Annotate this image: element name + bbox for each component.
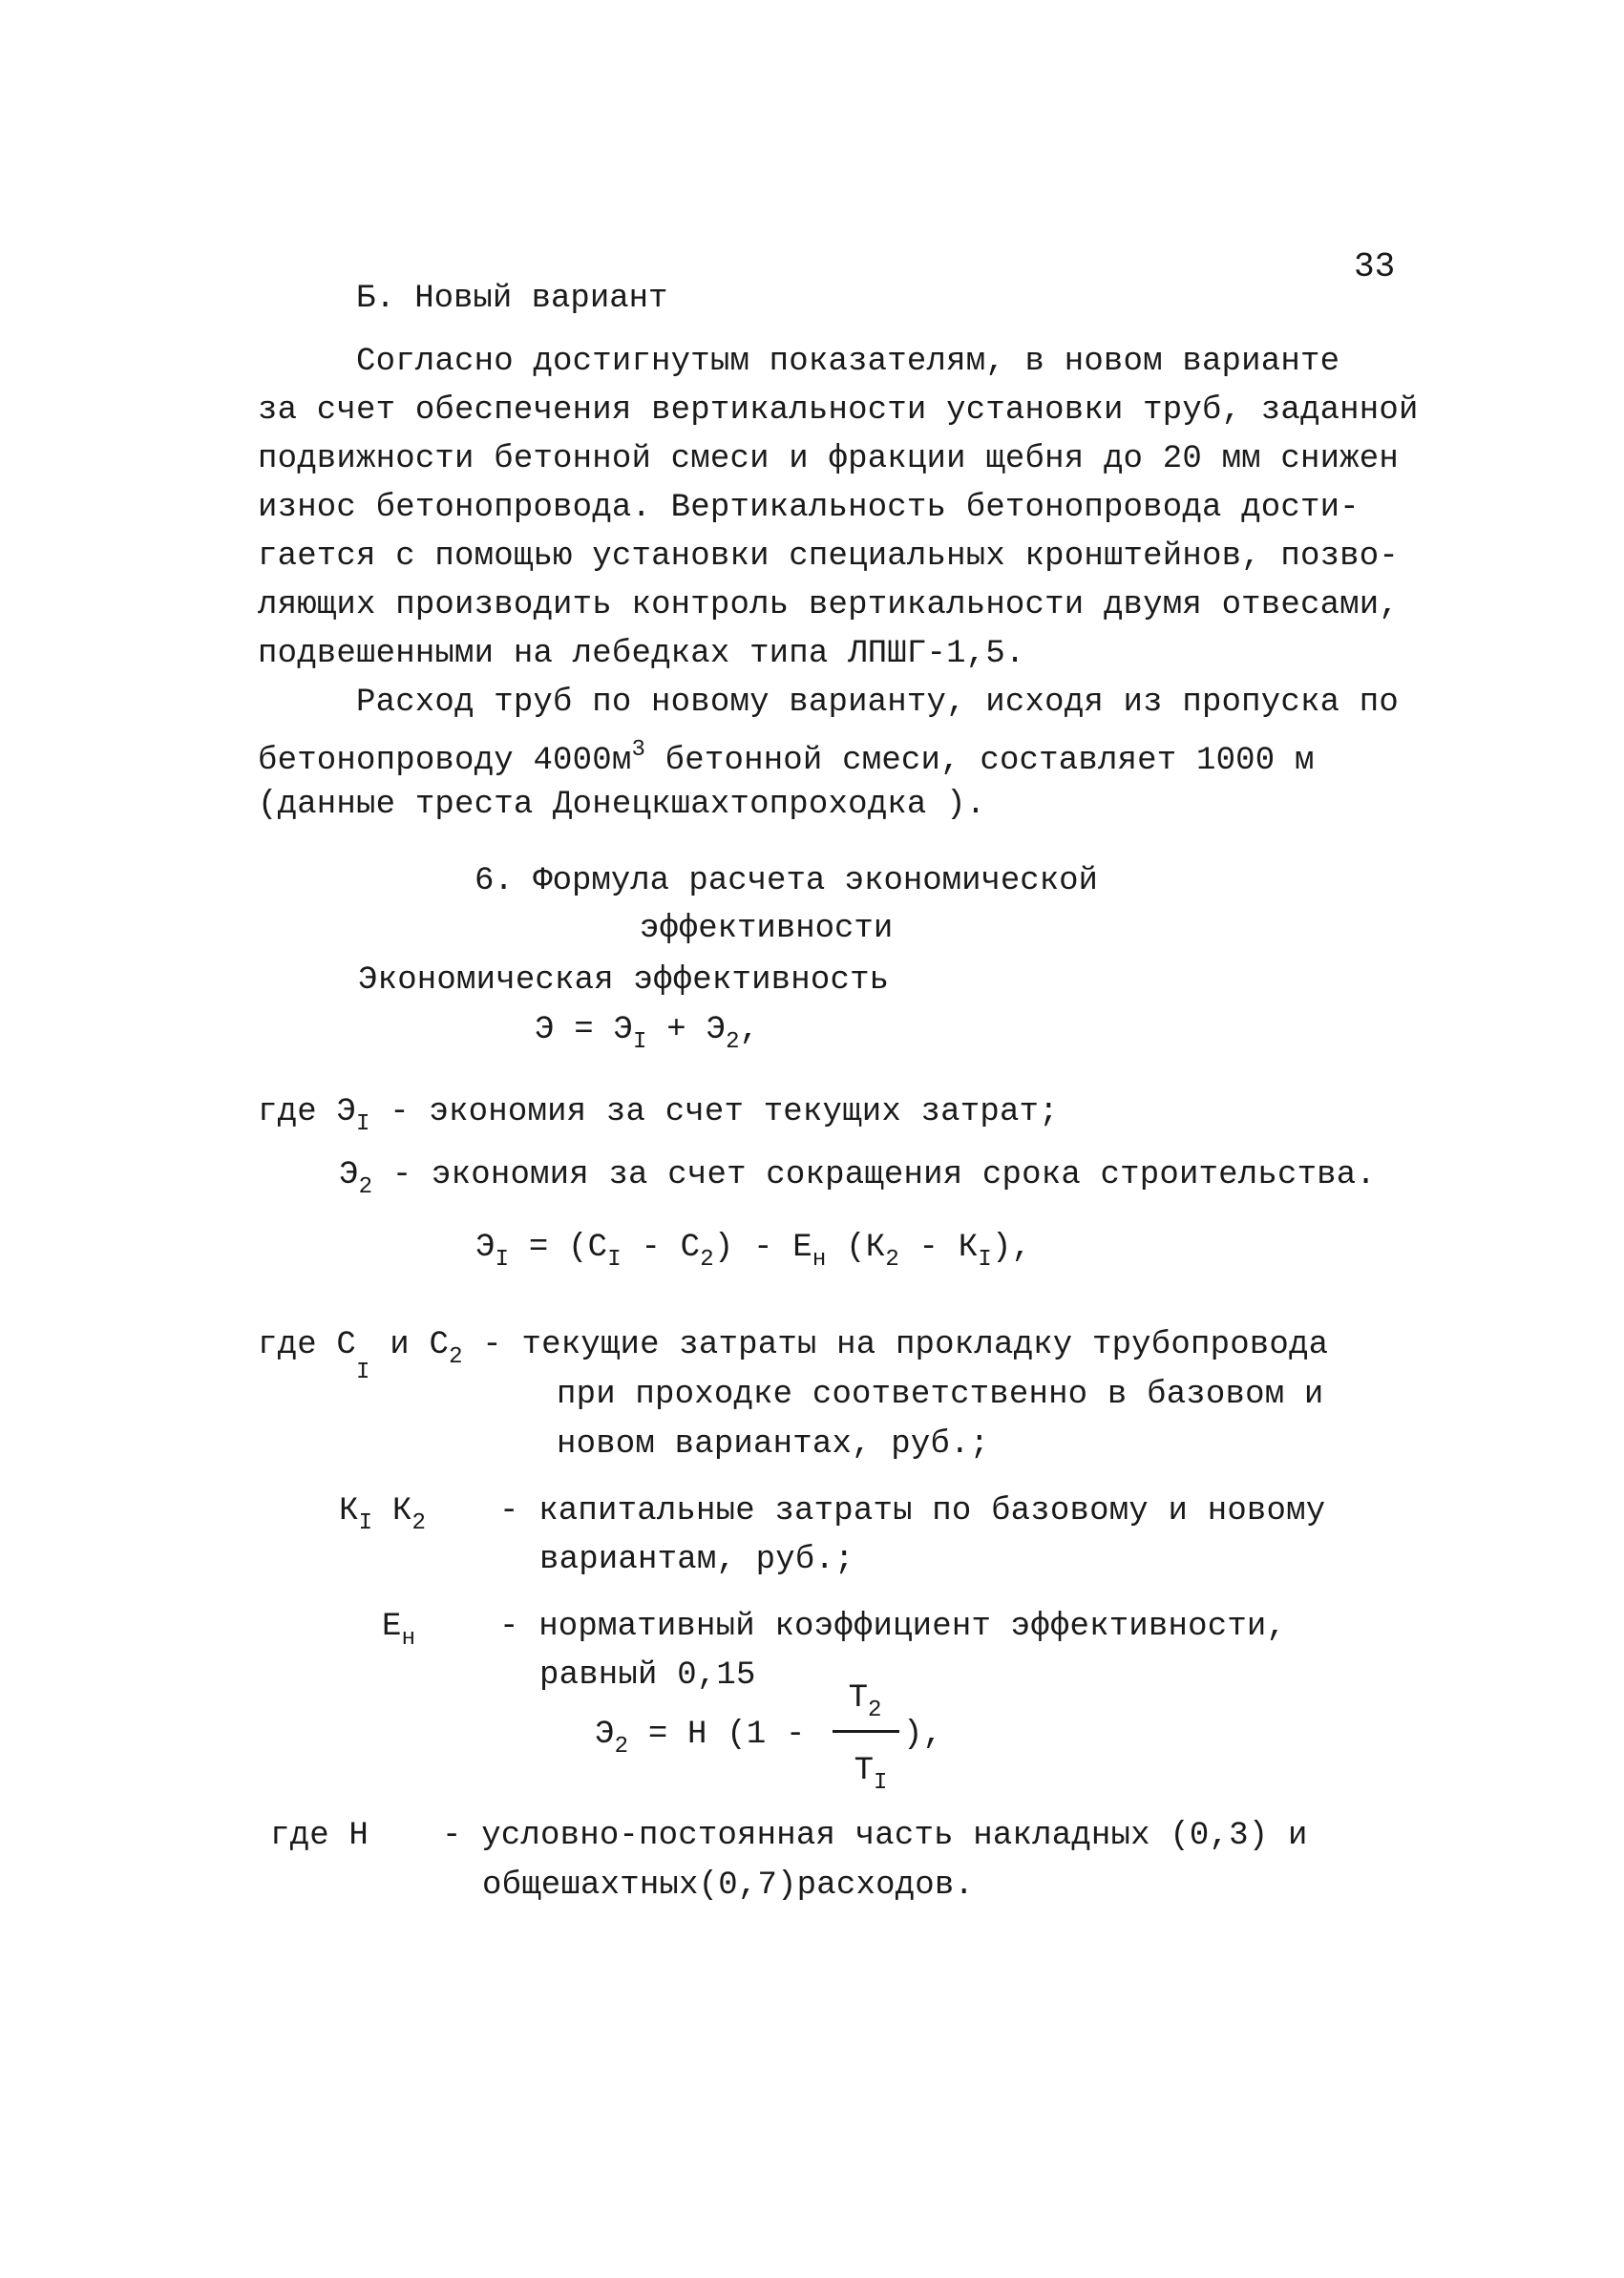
denominator-symbol: Т: [854, 1753, 874, 1789]
numerator-sub: 2: [868, 1698, 882, 1723]
where-e1-sub: I: [356, 1111, 370, 1137]
where-en-text: - нормативный коэффициент эффективности,: [499, 1609, 1287, 1645]
fraction-numerator: [834, 1680, 896, 1723]
formula-e1-sub: 2: [700, 1247, 714, 1273]
where-en-line2: равный 0,15: [539, 1657, 756, 1694]
section6-title-line2: эффективности: [640, 911, 894, 947]
k2-symbol: К: [372, 1493, 412, 1529]
paragraph1-line: ляющих производить контроль вертикальности двумя отвесами,: [258, 587, 1399, 623]
formula-main-sub1: I: [633, 1029, 647, 1055]
where-c-line2: при проходке соответственно в базовом и: [557, 1377, 1324, 1413]
paragraph1-line: за счет обеспечения вертикальности установки труб, заданной: [258, 392, 1419, 429]
en-symbol: Е: [382, 1609, 402, 1645]
paragraph1-line: Согласно достигнутым показателям, в новом варианте: [356, 344, 1340, 380]
paragraph1-line: подвешенными на лебедках типа ЛПШГ-1,5.: [258, 636, 1025, 672]
fraction-denominator: [840, 1753, 901, 1796]
formula-e1: [475, 1232, 1031, 1272]
paragraph2-line3: (данные треста Донецкшахтопроходка ).: [258, 787, 986, 823]
where-e2-sub: 2: [358, 1174, 373, 1200]
formula-e1-part: Э: [475, 1230, 496, 1266]
paragraph2-line2: [258, 739, 1315, 777]
intro-text: Экономическая эффективность: [358, 962, 890, 999]
paragraph2-line2-b: бетонной смеси, составляет 1000 м: [645, 743, 1315, 779]
where-k-line2: вариантам, руб.;: [539, 1542, 854, 1578]
where-k-symbols: [339, 1495, 426, 1535]
formula-e1-sub: 2: [885, 1247, 899, 1273]
formula-e2-left: [595, 1719, 806, 1759]
paragraph2-line1: Расход труб по новому варианту, исходя из пропуска по: [356, 685, 1399, 721]
paragraph1-line: подвижности бетонной смеси и фракции щебня до 20 мм снижен: [258, 441, 1399, 477]
formula-main: [535, 1014, 759, 1054]
formula-e1-part: (К: [826, 1230, 886, 1266]
formula-e2-lhs: Э: [595, 1717, 615, 1753]
where-e1-text: - экономия за счет текущих затрат;: [369, 1094, 1059, 1130]
where-e2-text: - экономия за счет сокращения срока строительства.: [372, 1157, 1376, 1193]
cubic-superscript: 3: [631, 737, 646, 763]
k1-symbol: К: [339, 1493, 359, 1529]
formula-e1-sub: I: [607, 1247, 622, 1273]
paragraph1-line: износ бетонопровода. Вертикальность бетонопровода дости-: [258, 490, 1360, 526]
formula-e1-sub: I: [495, 1247, 510, 1273]
where-c-text: - текущие затраты на прокладку трубопровода: [462, 1327, 1329, 1363]
formula-main-lhs: Э = Э: [535, 1012, 634, 1048]
where-c-sub1: I: [356, 1360, 370, 1385]
formula-e1-part: ) - Е: [713, 1230, 812, 1266]
formula-e1-sub: н: [812, 1247, 827, 1273]
formula-e1-part: - К: [898, 1230, 979, 1266]
where-c-line3: новом вариантах, руб.;: [557, 1426, 990, 1463]
en-sub: н: [401, 1626, 416, 1652]
where-c-prefix: где С: [258, 1327, 357, 1363]
formula-main-end: ,: [739, 1012, 760, 1048]
where-c-sub2: 2: [449, 1344, 463, 1370]
k2-sub: 2: [411, 1510, 427, 1536]
where-e2-prefix: Э: [339, 1157, 359, 1193]
where-e1-prefix: где Э: [258, 1094, 357, 1130]
denominator-sub: I: [874, 1770, 888, 1796]
where-h-line2: общешахтных(0,7)расходов.: [482, 1867, 975, 1904]
formula-e2-mid: = Н (1 -: [628, 1717, 806, 1753]
fraction-bar: [833, 1730, 899, 1733]
formula-e1-part: = (С: [509, 1230, 608, 1266]
section-b-title: Б. Новый вариант: [356, 281, 668, 317]
where-h-prefix: где Н: [270, 1818, 369, 1854]
paragraph1-line: гается с помощью установки специальных кронштейнов, позво-: [258, 538, 1399, 575]
formula-main-sub2: 2: [726, 1029, 740, 1055]
formula-e1-sub: I: [978, 1247, 992, 1273]
formula-e2-lhs-sub: 2: [614, 1734, 629, 1760]
where-en-symbol: [382, 1611, 415, 1651]
where-h-text: - условно-постоянная часть накладных (0,3) и: [442, 1818, 1308, 1854]
formula-e2-end: ),: [903, 1717, 943, 1753]
formula-e1-part: ),: [991, 1230, 1032, 1266]
page-number: 33: [1354, 247, 1396, 286]
where-c-mid: и С: [369, 1327, 450, 1363]
where-e1: [258, 1096, 1059, 1136]
formula-e1-part: - С: [621, 1230, 701, 1266]
numerator-symbol: Т: [848, 1680, 868, 1717]
formula-main-mid: + Э: [646, 1012, 727, 1048]
k1-sub: I: [358, 1510, 373, 1536]
where-e2: [339, 1159, 1376, 1199]
section6-title-line1: 6. Формула расчета экономической: [475, 863, 1098, 899]
where-k-text: - капитальные затраты по базовому и новому: [499, 1493, 1326, 1529]
paragraph2-line2-a: бетонопроводу 4000м: [258, 743, 632, 779]
